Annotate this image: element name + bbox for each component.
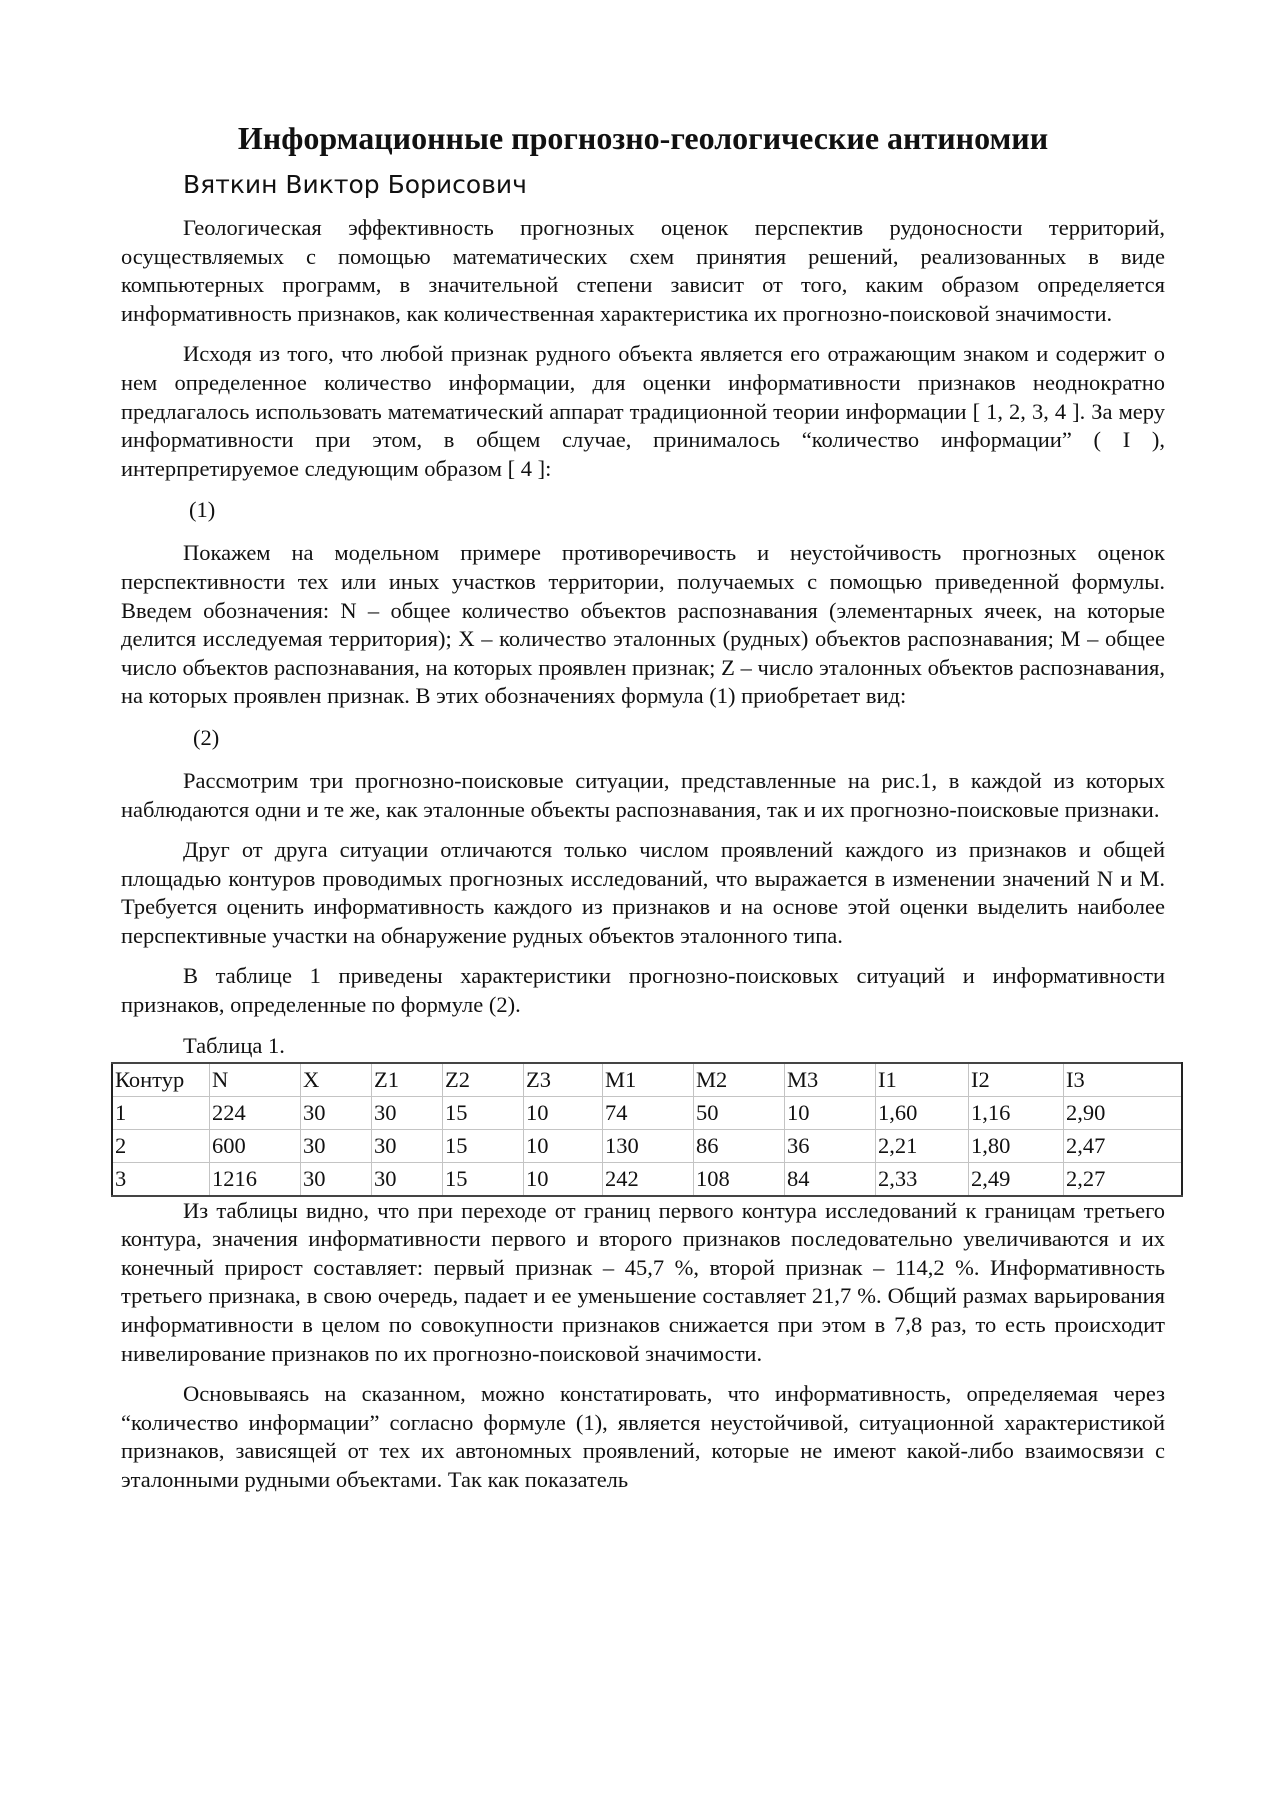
table-cell: 108 [694, 1162, 785, 1196]
document-title: Информационные прогнозно-геологические антиномии [237, 120, 1049, 156]
data-table [111, 1062, 1183, 1197]
author-name: Вяткин Виктор Борисович [183, 170, 527, 199]
table-cell: 2,49 [969, 1162, 1064, 1196]
table-header-cell: M2 [694, 1063, 785, 1097]
table-cell: 2,90 [1064, 1096, 1183, 1129]
table-cell: 30 [372, 1162, 443, 1196]
table-cell: 84 [785, 1162, 876, 1196]
table-cell: 86 [694, 1129, 785, 1162]
table-header-cell: Z2 [443, 1063, 524, 1097]
paragraph: Покажем на модельном примере противоречивость и неустойчивость прогнозных оценок перспективности тех или иных участков территории, получаемых с помощью приведенной формулы. Введем обозначения: N – общее количество объектов распознавания (элементарных ячеек, на которые делится исследуемая территория); X – количество эталонных (рудных) объектов распознавания; M – общее число объектов распознавания, на которых проявлен признак; Z – число эталонных объектов распознавания, на которых проявлен признак. В этих обозначениях формула (1) приобретает вид: [121, 540, 1165, 709]
table-header-cell: I1 [876, 1063, 969, 1097]
table-cell: 10 [524, 1129, 603, 1162]
table-header-cell: X [301, 1063, 372, 1097]
table-cell: 10 [524, 1096, 603, 1129]
table-caption: Таблица 1. [183, 1032, 285, 1058]
table-cell: 3 [112, 1162, 210, 1196]
table-cell: 2,27 [1064, 1162, 1183, 1196]
table-cell: 36 [785, 1129, 876, 1162]
paragraph: Рассмотрим три прогнозно-поисковые ситуации, представленные на рис.1, в каждой из которых наблюдаются одни и те же, как эталонные объекты распознавания, так и их прогнозно-поисковые признаки. [121, 767, 1165, 822]
table-row [112, 1129, 1182, 1162]
table-cell: 10 [785, 1096, 876, 1129]
table-cell: 2,47 [1064, 1129, 1183, 1162]
table-cell: 74 [603, 1096, 694, 1129]
table-header-cell: N [210, 1063, 301, 1097]
paragraph: Из таблицы видно, что при переходе от границ первого контура исследований к границам третьего контура, значения информативности первого и второго признаков последовательно увеличиваются и их конечный прирост составляет: первый признак – 45,7 %, второй признак – 114,2 %. Информативность третьего признака, в свою очередь, падает и ее уменьшение составляет 21,7 %. Общий размах варьирования информативности в целом по совокупности признаков снижается при этом в 7,8 раз, то есть происходит нивелирование признаков по их прогнозно-поисковой значимости. [121, 1197, 1165, 1366]
table-cell: 1216 [210, 1162, 301, 1196]
table-cell: 242 [603, 1162, 694, 1196]
table-cell: 50 [694, 1096, 785, 1129]
table-cell: 2,33 [876, 1162, 969, 1196]
paragraph: Исходя из того, что любой признак рудного объекта является его отражающим знаком и содержит о нем определенное количество информации, для оценки информативности признаков неоднократно предлагалось использовать математический аппарат традиционной теории информации [ 1, 2, 3, 4 ]. За меру информативности при этом, в общем случае, принималось “количество информации” ( I ), интерпретируемое следующим образом [ 4 ]: [121, 341, 1165, 481]
paragraph: Друг от друга ситуации отличаются только числом проявлений каждого из признаков и общей площадью контуров проводимых прогнозных исследований, что выражается в изменении значений N и M. Требуется оценить информативность каждого из признаков и на основе этой оценки выделить наиболее перспективные участки на обнаружение рудных объектов эталонного типа. [121, 837, 1165, 948]
table-cell: 15 [443, 1096, 524, 1129]
paragraph: Основываясь на сказанном, можно констатировать, что информативность, определяемая через “количество информации” согласно формуле (1), является неустойчивой, ситуационной характеристикой признаков, зависящей от тех их автономных проявлений, которые не имеют какой-либо взаимосвязи с эталонными рудными объектами. Так как показатель [121, 1381, 1165, 1492]
document-content [115, 118, 1165, 1507]
table-cell: 30 [372, 1096, 443, 1129]
table-header-row [112, 1063, 1182, 1097]
table-cell: 30 [301, 1129, 372, 1162]
table-cell: 130 [603, 1129, 694, 1162]
paragraph: В таблице 1 приведены характеристики прогнозно-поисковых ситуаций и информативности признаков, определенные по формуле (2). [121, 963, 1165, 1018]
table-header-cell: I2 [969, 1063, 1064, 1097]
formula-2-label: (2) [193, 724, 220, 750]
formula-1-label: (1) [189, 497, 216, 523]
table-cell: 10 [524, 1162, 603, 1196]
table-cell: 2,21 [876, 1129, 969, 1162]
paragraph: Геологическая эффективность прогнозных оценок перспектив рудоносности территорий, осуществляемых с помощью математических схем принятия решений, реализованных в виде компьютерных программ, в значительной степени зависит от того, каким образом определяется информативность признаков, как количественная характеристика их прогнозно-поисковой значимости. [121, 215, 1165, 326]
table-cell: 30 [301, 1162, 372, 1196]
table-row [112, 1096, 1182, 1129]
table-cell: 30 [301, 1096, 372, 1129]
table-cell: 15 [443, 1129, 524, 1162]
table-cell: 30 [372, 1129, 443, 1162]
table-row [112, 1162, 1182, 1196]
table-cell: 2 [112, 1129, 210, 1162]
table-cell: 1,60 [876, 1096, 969, 1129]
table-header-cell: Z1 [372, 1063, 443, 1097]
table-header-cell: Z3 [524, 1063, 603, 1097]
table-header-cell: I3 [1064, 1063, 1183, 1097]
table-cell: 600 [210, 1129, 301, 1162]
table-cell: 224 [210, 1096, 301, 1129]
table-cell: 1,80 [969, 1129, 1064, 1162]
table-cell: 1,16 [969, 1096, 1064, 1129]
table-cell: 1 [112, 1096, 210, 1129]
table-header-cell: M3 [785, 1063, 876, 1097]
table-header-cell: M1 [603, 1063, 694, 1097]
table-header-cell: Контур [112, 1063, 210, 1097]
table-cell: 15 [443, 1162, 524, 1196]
